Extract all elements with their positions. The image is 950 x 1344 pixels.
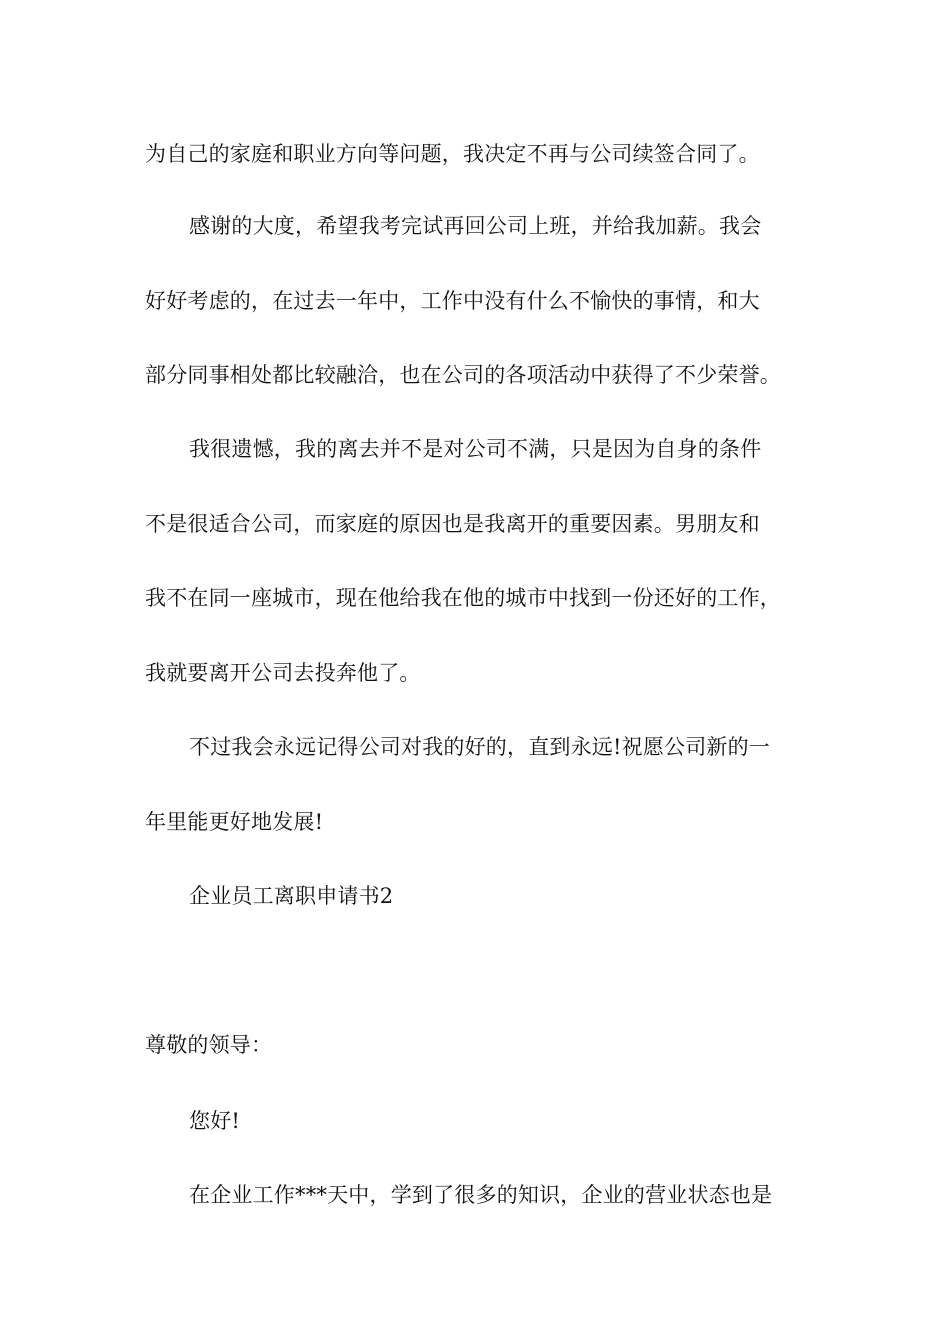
paragraph-line: 我很遗憾，我的离去并不是对公司不满，只是因为自身的条件 [189, 437, 762, 461]
paragraph-line: 感谢的大度，希望我考完试再回公司上班，并给我加薪。我会 [189, 214, 762, 238]
paragraph-line: 我不在同一座城市，现在他给我在他的城市中找到一份还好的工作， [145, 586, 781, 610]
paragraph-line: 部分同事相处都比较融洽，也在公司的各项活动中获得了不少荣誉。 [145, 363, 781, 387]
salutation: 尊敬的领导： [145, 1033, 273, 1057]
section-heading: 企业员工离职申请书2 [189, 884, 394, 908]
paragraph-line: 不是很适合公司，而家庭的原因也是我离开的重要因素。男朋友和 [145, 512, 760, 536]
paragraph-line: 不过我会永远记得公司对我的好的，直到永远!祝愿公司新的一 [189, 735, 771, 759]
paragraph-line: 为自己的家庭和职业方向等问题，我决定不再与公司续签合同了。 [145, 142, 760, 166]
paragraph-line: 好好考虑的，在过去一年中，工作中没有什么不愉快的事情，和大 [145, 289, 760, 313]
paragraph-line: 年里能更好地发展! [145, 810, 324, 834]
paragraph-line: 我就要离开公司去投奔他了。 [145, 661, 421, 685]
paragraph-line: 在企业工作***天中，学到了很多的知识，企业的营业状态也是 [189, 1183, 773, 1207]
greeting: 您好! [189, 1109, 241, 1133]
